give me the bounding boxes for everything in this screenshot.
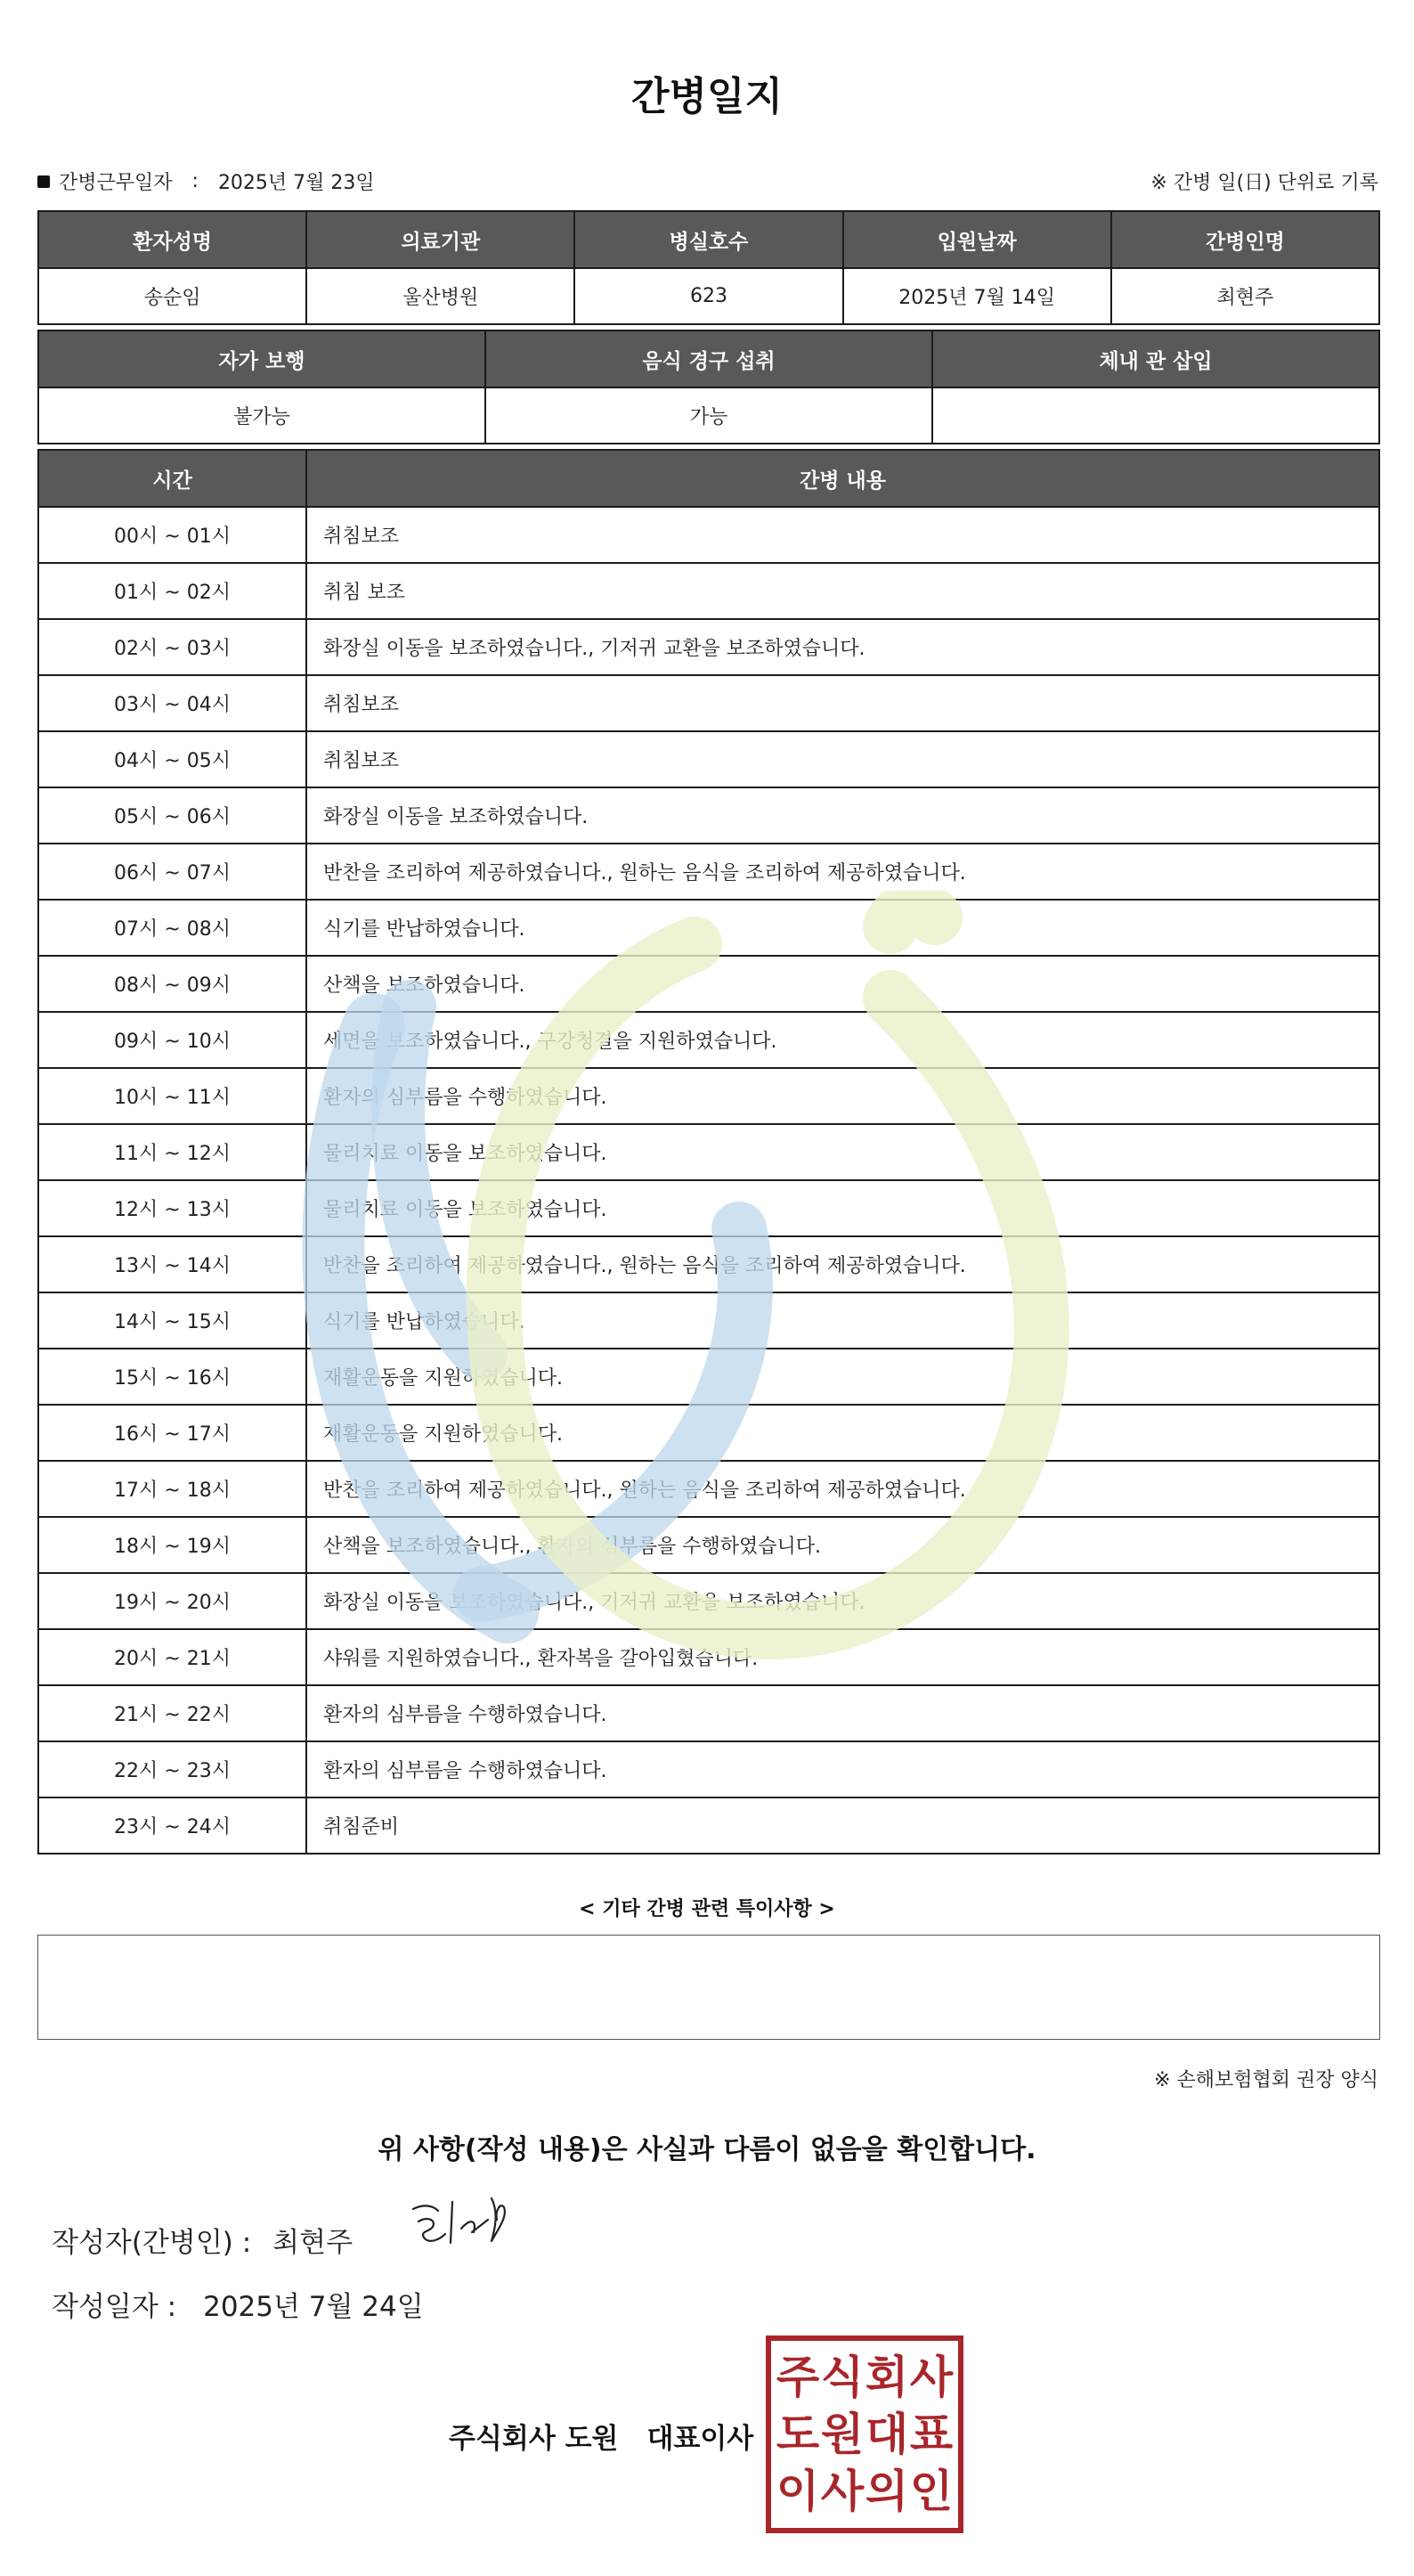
care-content-cell: 세면을 보조하였습니다., 구강청결을 지원하였습니다. [306, 1012, 1379, 1068]
care-content-cell: 재활운동을 지원하였습니다. [306, 1405, 1379, 1461]
care-content-cell: 화장실 이동을 보조하였습니다., 기저귀 교환을 보조하였습니다. [306, 1573, 1379, 1629]
association-note: ※ 손해보험협회 권장 양식 [1154, 2069, 1378, 2091]
care-content-cell: 취침준비 [306, 1797, 1379, 1854]
header-tube-insertion: 체내 관 삽입 [932, 330, 1379, 387]
care-log-row [38, 507, 1379, 563]
care-log-row [38, 1012, 1379, 1068]
care-log-row [38, 1068, 1379, 1124]
care-content-cell: 물리치료 이동을 보조하였습니다. [306, 1124, 1379, 1180]
author-value: 최현주 [272, 2227, 354, 2259]
care-time-cell: 19시 ~ 20시 [38, 1573, 306, 1629]
care-content-cell: 산책을 보조하였습니다. [306, 956, 1379, 1012]
care-content-cell: 화장실 이동을 보조하였습니다., 기저귀 교환을 보조하였습니다. [306, 619, 1379, 675]
care-time-cell: 01시 ~ 02시 [38, 563, 306, 619]
care-time-cell: 07시 ~ 08시 [38, 900, 306, 956]
care-time-cell: 15시 ~ 16시 [38, 1349, 306, 1405]
patient-status-table [37, 330, 1380, 444]
care-time-cell: 18시 ~ 19시 [38, 1517, 306, 1573]
care-content-cell: 취침 보조 [306, 563, 1379, 619]
care-time-cell: 17시 ~ 18시 [38, 1461, 306, 1517]
care-log-table [37, 449, 1380, 1855]
care-time-cell: 10시 ~ 11시 [38, 1068, 306, 1124]
care-content-cell: 환자의 심부름을 수행하였습니다. [306, 1741, 1379, 1797]
care-log-row [38, 1124, 1379, 1180]
caregiver-name-value: 최현주 [1111, 268, 1379, 324]
care-log-row [38, 675, 1379, 731]
care-log-row [38, 1236, 1379, 1292]
company-seal-stamp [766, 2336, 963, 2533]
care-time-cell: 06시 ~ 07시 [38, 844, 306, 900]
care-time-cell: 14시 ~ 15시 [38, 1292, 306, 1349]
author-label: 작성자(간병인) : [52, 2227, 252, 2259]
care-log-body [38, 507, 1379, 1854]
written-date-line [52, 2284, 424, 2324]
care-log-row [38, 1349, 1379, 1405]
care-log-row [38, 1797, 1379, 1854]
seal-character: 사 [820, 2466, 865, 2517]
room-number-value: 623 [574, 268, 842, 324]
seal-character: 원 [820, 2409, 865, 2460]
care-content-cell: 취침보조 [306, 507, 1379, 563]
care-log-header-row [38, 450, 1379, 507]
care-time-cell: 04시 ~ 05시 [38, 731, 306, 787]
patient-name-value: 송순임 [38, 268, 306, 324]
header-hospital: 의료기관 [306, 211, 574, 268]
care-content-cell: 환자의 심부름을 수행하였습니다. [306, 1068, 1379, 1124]
seal-character: 표 [909, 2409, 954, 2460]
tube-insertion-value [932, 387, 1379, 444]
care-log-row [38, 900, 1379, 956]
admission-date-value: 2025년 7월 14일 [843, 268, 1111, 324]
care-content-cell: 식기를 반납하였습니다. [306, 900, 1379, 956]
patient-info-table [37, 210, 1380, 325]
care-time-cell: 16시 ~ 17시 [38, 1405, 306, 1461]
care-content-cell: 물리치료 이동을 보조하였습니다. [306, 1180, 1379, 1236]
care-time-cell: 12시 ~ 13시 [38, 1180, 306, 1236]
handwritten-signature [406, 2193, 531, 2255]
care-log-row [38, 563, 1379, 619]
care-log-row [38, 844, 1379, 900]
care-content-cell: 반찬을 조리하여 제공하였습니다., 원하는 음식을 조리하여 제공하였습니다. [306, 1461, 1379, 1517]
care-log-row [38, 731, 1379, 787]
oral-intake-value: 가능 [485, 387, 932, 444]
header-time: 시간 [38, 450, 306, 507]
care-log-row [38, 1629, 1379, 1685]
hospital-value: 울산병원 [306, 268, 574, 324]
care-content-cell: 반찬을 조리하여 제공하였습니다., 원하는 음식을 조리하여 제공하였습니다. [306, 1236, 1379, 1292]
confirmation-statement: 위 사항(작성 내용)은 사실과 다름이 없음을 확인합니다. [378, 2134, 1036, 2165]
care-content-cell: 재활운동을 지원하였습니다. [306, 1349, 1379, 1405]
care-content-cell: 샤워를 지원하였습니다., 환자복을 갈아입혔습니다. [306, 1629, 1379, 1685]
header-patient-name: 환자성명 [38, 211, 306, 268]
care-log-row [38, 787, 1379, 844]
care-content-cell: 반찬을 조리하여 제공하였습니다., 원하는 음식을 조리하여 제공하였습니다. [306, 844, 1379, 900]
care-content-cell: 환자의 심부름을 수행하였습니다. [306, 1685, 1379, 1741]
care-time-cell: 05시 ~ 06시 [38, 787, 306, 844]
seal-character: 의 [865, 2466, 909, 2517]
seal-character: 도 [776, 2409, 820, 2460]
care-time-cell: 21시 ~ 22시 [38, 1685, 306, 1741]
work-date-line [37, 167, 375, 195]
header-caregiver-name: 간병인명 [1111, 211, 1379, 268]
care-content-cell: 산책을 보조하였습니다., 환자의 심부름을 수행하였습니다. [306, 1517, 1379, 1573]
page-title: 간병일지 [630, 74, 783, 119]
header-room-number: 병실호수 [574, 211, 842, 268]
seal-character: 식 [820, 2352, 865, 2403]
care-time-cell: 11시 ~ 12시 [38, 1124, 306, 1180]
patient-info-value-row [38, 268, 1379, 324]
care-time-cell: 13시 ~ 14시 [38, 1236, 306, 1292]
care-log-row [38, 1461, 1379, 1517]
seal-character: 주 [776, 2352, 820, 2403]
care-content-cell: 취침보조 [306, 675, 1379, 731]
care-content-cell: 식기를 반납하였습니다. [306, 1292, 1379, 1349]
care-log-row [38, 1292, 1379, 1349]
care-time-cell: 23시 ~ 24시 [38, 1797, 306, 1854]
care-log-row [38, 1517, 1379, 1573]
header-admission-date: 입원날짜 [843, 211, 1111, 268]
care-content-cell: 취침보조 [306, 731, 1379, 787]
header-self-walking: 자가 보행 [38, 330, 485, 387]
care-content-cell: 화장실 이동을 보조하였습니다. [306, 787, 1379, 844]
patient-info-header-row [38, 211, 1379, 268]
written-date-label: 작성일자 : [52, 2291, 177, 2323]
care-time-cell: 22시 ~ 23시 [38, 1741, 306, 1797]
company-line [449, 2416, 753, 2456]
care-log-row [38, 1741, 1379, 1797]
care-time-cell: 08시 ~ 09시 [38, 956, 306, 1012]
care-log-row [38, 1180, 1379, 1236]
seal-character: 대 [865, 2409, 909, 2460]
care-time-cell: 03시 ~ 04시 [38, 675, 306, 731]
care-time-cell: 20시 ~ 21시 [38, 1629, 306, 1685]
company-role: 대표이사 [646, 2423, 754, 2455]
work-date-value: 2025년 7월 23일 [217, 172, 375, 194]
seal-character: 이 [776, 2466, 820, 2517]
unit-note: ※ 간병 일(日) 단위로 기록 [1150, 172, 1378, 194]
author-line [52, 2220, 353, 2260]
seal-character: 사 [909, 2352, 954, 2403]
self-walking-value: 불가능 [38, 387, 485, 444]
header-care-content: 간병 내용 [306, 450, 1379, 507]
care-log-row [38, 1685, 1379, 1741]
special-notes-box [37, 1935, 1380, 2040]
company-name: 주식회사 도원 [449, 2423, 619, 2455]
care-time-cell: 09시 ~ 10시 [38, 1012, 306, 1068]
care-time-cell: 00시 ~ 01시 [38, 507, 306, 563]
care-time-cell: 02시 ~ 03시 [38, 619, 306, 675]
written-date-value: 2025년 7월 24일 [203, 2291, 424, 2323]
special-notes-title: < 기타 간병 관련 특이사항 > [579, 1898, 835, 1920]
seal-character: 인 [909, 2466, 954, 2517]
care-log-row [38, 619, 1379, 675]
care-log-row [38, 1573, 1379, 1629]
seal-character: 회 [865, 2352, 909, 2403]
status-header-row [38, 330, 1379, 387]
header-oral-intake: 음식 경구 섭취 [485, 330, 932, 387]
bullet-square-icon [37, 175, 50, 188]
work-date-label: 간병근무일자 [59, 172, 173, 194]
care-log-row [38, 956, 1379, 1012]
care-log-row [38, 1405, 1379, 1461]
status-value-row [38, 387, 1379, 444]
work-date-separator: : [191, 170, 199, 192]
